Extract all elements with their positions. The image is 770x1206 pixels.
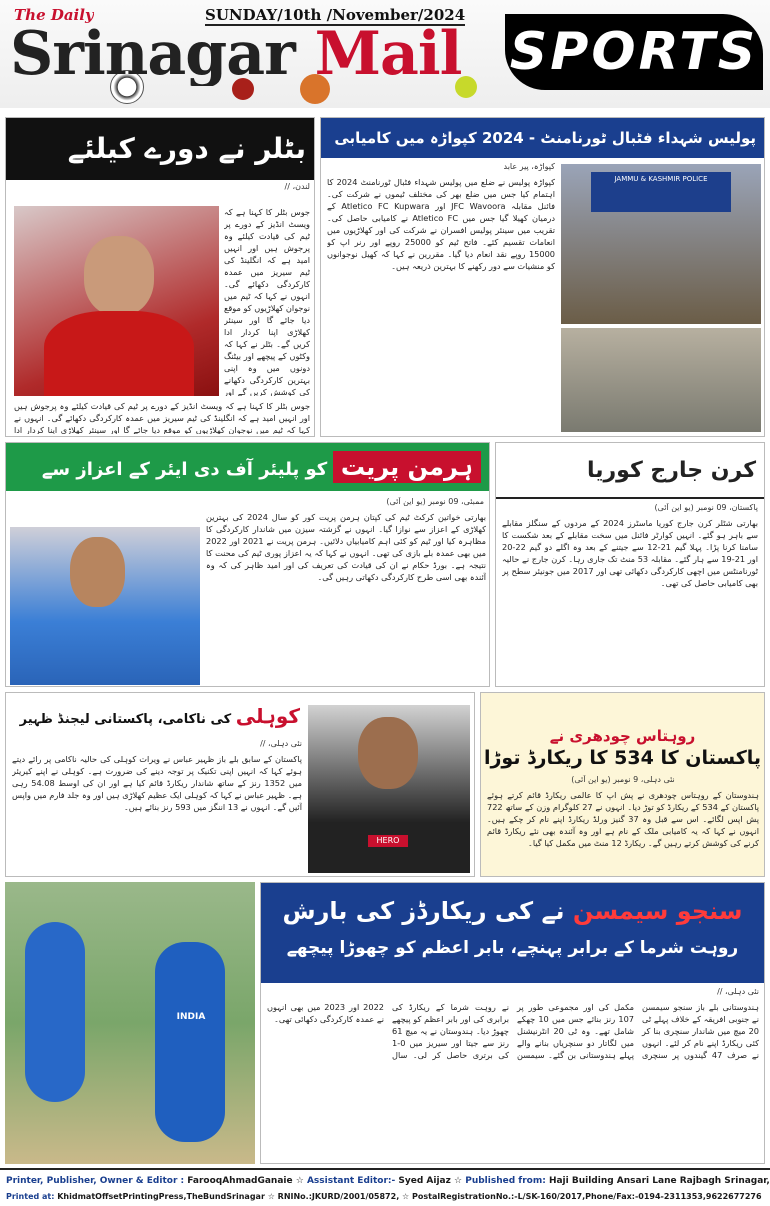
- police-football-dateline: کپواڑہ، پیر عابد: [503, 162, 555, 171]
- rohtas-dateline: نئی دہلی، 9 نومبر (یو این آئی): [571, 775, 675, 784]
- player-head-shape: [84, 236, 154, 316]
- printer-name: FarooqAhmadGanaie: [187, 1176, 293, 1186]
- imprint-footer: [0, 1168, 770, 1206]
- kohli-body: پاکستان کے سابق بلے باز ظہیر عباس نے ویرات کوہلی کی حالیہ ناکامی پر رائے دیتے ہوئے کہا کہ انہیں اپنی تکنیک پر توجہ دینے کی ضرورت ہے۔ کوہلی نے اپنے کیریئر میں 1352 رنز کے ساتھ شاندار ریکارڈ قائم کیا ہے اور ان کی اوسط 54.08 رہی ہے۔ ظہیر عباس نے کہا کہ کوہلی ایک عظیم کھلاڑی ہیں اور وہ جلد فارم میں واپس آئیں گے۔ انہوں نے 13 اننگز میں 593 رنز بنائے ہیں۔: [12, 754, 302, 812]
- star-icon: ☆: [454, 1176, 463, 1186]
- police-award-photo: [561, 164, 761, 324]
- harmanpreet-name: ہرمن پریت: [333, 451, 481, 483]
- assistant-name: Syed Aijaz: [398, 1176, 451, 1186]
- jersey-sponsor: [368, 835, 408, 847]
- article-harmanpreet: [5, 442, 490, 687]
- printer-label: Printer, Publisher, Owner & Editor :: [6, 1176, 185, 1186]
- jersey-label: [163, 1012, 219, 1022]
- samson-body: ہندوستانی بلے باز سنجو سیمسن نے جنوبی افریقہ کے خلاف پہلے ٹی 20 میچ میں شاندار سنچری بنا کر کئی ریکارڈ اپنے نام کر لئے۔ انہوں نے صرف 47 گیندوں پر سنچری مکمل کی اور مجموعی طور پر 107 رنز بنائے جس میں 10 چھکے شامل تھے۔ وہ ٹی 20 انٹرنیشنل میں لگاتار دو سنچریاں بنانے والے پہلے ہندوستانی بن گئے۔ سیمسن نے روہت شرما کے ریکارڈ کی برابری کی اور بابر اعظم کو پیچھے چھوڑ دیا۔ ہندوستان نے یہ میچ 61 رنز سے جیتا اور سیریز میں 0-1 کی برتری حاصل کر لی۔ سال 2022 اور 2023 میں بھی انہوں نے عمدہ کارکردگی دکھائی تھی۔: [267, 1002, 759, 1060]
- rni-number: RNINo.:JKURD/2001/05872,: [277, 1192, 400, 1201]
- tournament-banner: [591, 172, 731, 212]
- postal-registration: PostalRegistrationNo.:-L/SK-160/2017,Phone/Fax:-0194-2311353,9622677276: [412, 1192, 762, 1201]
- harmanpreet-dateline: ممبئی، 09 نومبر (یو این آئی): [386, 497, 484, 506]
- buttler-body: جوس بٹلر کا کہنا ہے کہ ویسٹ انڈیز کے دورے پر ٹیم کی قیادت کیلئے وہ پرجوش ہیں اور انہیں امید ہے کہ انگلینڈ کی ٹیم سیریز میں عمدہ کارکردگی دکھائے گی۔ انہوں نے کہا کہ ٹیم میں نوجوان کھلاڑیوں کو موقع دیا جائے گا اور سینئر کھلاڑی اپنا کردار ادا کریں گے۔ بٹلر نے کہا کہ وکٹوں کے پیچھے اور بیٹنگ دونوں میں وہ اپنی بہترین کارکردگی دکھانے کی کوشش کریں گے اور: [224, 207, 310, 396]
- issue-date: SUNDAY/10th /November/2024: [205, 6, 466, 24]
- karan-headline: کرن جارج کوریا: [496, 443, 764, 499]
- article-karan-jarage: [495, 442, 765, 687]
- samson-headline: [261, 883, 764, 983]
- daily-label: The Daily: [14, 6, 94, 24]
- rohtas-headline-main: پاکستان کا 534 کا ریکارڈ توڑا: [483, 747, 762, 769]
- newspaper-title: [10, 22, 461, 86]
- title-part-1: Srinagar: [10, 22, 295, 86]
- kohli-headline-rest: کی ناکامی، پاکستانی لیجنڈ ظہیر: [19, 712, 232, 727]
- police-football-body: کپواڑہ پولیس نے ضلع میں پولیس شہداء فٹبال ٹورنامنٹ 2024 کا اہتمام کیا جس میں ضلع بھر کی مختلف ٹیموں نے شرکت کی۔ فائنل مقابلہ JFC Wavoora اور Atletico FC Kupwara کے درمیان کھیلا گیا جس میں Atletico FC نے کامیابی حاصل کی۔ تقریب میں سینئر پولیس افسران نے شرکت کی اور کھلاڑیوں میں انعامات تقسیم کئے۔ فاتح ٹیم کو 25000 روپے اور رنر اپ کو 15000 روپے نقد انعام دیا گیا۔ مقررین نے کہا کہ کھیل نوجوانوں کو منشیات سے دور رکھنے کا بہترین ذریعہ ہیں۔: [327, 177, 555, 271]
- karan-dateline: پاکستان، 09 نومبر (یو این آئی): [654, 503, 758, 512]
- harmanpreet-headline-rest: کو پلیئر آف دی ایئر کے اعزاز سے: [41, 459, 328, 480]
- star-icon: ☆: [267, 1192, 275, 1201]
- article-police-football: [320, 117, 765, 437]
- harmanpreet-body: بھارتی خواتین کرکٹ ٹیم کی کپتان ہرمن پریت کور کو سال 2024 کی بہترین کھلاڑی کے اعزاز سے نوازا گیا۔ انہوں نے گزشتہ سیزن میں شاندار کارکردگی کا مظاہرہ کیا اور ٹیم کو کئی اہم کامیابیاں دلائیں۔ ہرمن پریت نے 2021 اور 2022 میں بھی عمدہ بلے بازی کی تھی۔ انہوں نے کہا کہ یہ اعزاز پوری ٹیم کی محنت کا نتیجہ ہے۔ بورڈ حکام نے ان کی قیادت کی تعریف کی اور امید ظاہر کی کہ وہ آئندہ بھی اسی طرح کارکردگی دکھاتی رہیں گی۔: [206, 512, 486, 582]
- harmanpreet-photo: [10, 527, 200, 685]
- rohtas-headline-top: روہتاس چودھری نے: [549, 727, 696, 745]
- samson-headline-line1: [271, 891, 754, 931]
- article-kohli: [5, 692, 475, 877]
- article-samson: [260, 882, 765, 1164]
- published-label: Published from:: [465, 1176, 546, 1186]
- article-buttler: [5, 117, 315, 437]
- buttler-photo: [14, 206, 219, 396]
- player-head-shape: [358, 717, 418, 789]
- banner-text: JAMMU & KASHMIR POLICE: [614, 175, 708, 183]
- sponsor-text: HERO: [376, 836, 400, 845]
- buttler-dateline: لندن، //: [284, 182, 310, 191]
- samson-dateline: نئی دہلی، //: [717, 987, 759, 996]
- published-address: Haji Building Ansari Lane Rajbagh Srinagar,: [548, 1176, 770, 1186]
- article-rohtas: [480, 692, 765, 877]
- star-icon: ☆: [402, 1192, 410, 1201]
- printed-value: KhidmatOffsetPrintingPress,TheBundSrinagar: [57, 1192, 265, 1201]
- police-football-headline: پولیس شہداء فٹبال ٹورنامنٹ - 2024 کپواڑہ میں کامیابی: [321, 118, 764, 158]
- printed-label: Printed at:: [6, 1192, 55, 1201]
- kohli-photo: [308, 705, 470, 873]
- football-team-photo: [561, 328, 761, 432]
- section-label: SPORTS: [509, 22, 759, 82]
- jersey-text: INDIA: [176, 1012, 206, 1022]
- kohli-dateline: نئی دہلی، //: [260, 739, 302, 748]
- samson-subheadline: روہت شرما کے برابر پہنچے، بابر اعظم کو چھوڑا پیچھے: [286, 938, 739, 958]
- footer-line-1: [6, 1174, 770, 1189]
- player-shirt-shape: [44, 311, 194, 396]
- samson-photo: [5, 882, 255, 1164]
- harmanpreet-headline: [6, 443, 489, 491]
- rohtas-body: ہندوستان کے روہتاس چودھری نے پش اپ کا عالمی ریکارڈ قائم کرتے ہوئے پاکستان کے 534 کے ریکارڈ کو توڑ دیا۔ انہوں نے 27 کلوگرام وزن کے ساتھ 722 پش اپس لگائے۔ اس سے قبل وہ 37 گنیز ورلڈ ریکارڈ اپنے نام کر چکے ہیں۔ انہوں نے کہا کہ یہ کامیابی ملک کے نام ہے اور وہ آئندہ بھی نئے ریکارڈ قائم کرنے کی کوشش کرتے رہیں گے۔ ریکارڈ 12 منٹ میں مکمل کیا گیا۔: [487, 790, 759, 848]
- star-icon: ☆: [295, 1176, 304, 1186]
- buttler-body-cont: جوس بٹلر کا کہنا ہے کہ ویسٹ انڈیز کے دورے پر ٹیم کی قیادت کیلئے وہ پرجوش ہیں اور انہیں امید ہے کہ انگلینڈ کی ٹیم سیریز میں عمدہ کارکردگی دکھائے گی۔ انہوں نے کہا کہ ٹیم میں نوجوان کھلاڑیوں کو موقع دیا جائے گا اور سینئر کھلاڑی اپنا کردار ادا: [14, 401, 310, 434]
- player-figure-shape: [25, 922, 85, 1102]
- kohli-headline: [6, 693, 306, 739]
- karan-body: بھارتی شٹلر کرن جارج کوریا ماسٹرز 2024 کے مردوں کے سنگلز مقابلے سے باہر ہو گئے۔ انہیں کوارٹر فائنل میں سخت مقابلے کے بعد شکست کا سامنا کرنا پڑا۔ پہلا گیم 21-12 سے جیتنے کے بعد وہ اگلے دو گیم 22-20 اور 21-19 سے ہار گئے۔ مقابلہ 53 منٹ تک جاری رہا۔ کرن جارج نے حالیہ ٹورنامنٹس میں اچھی کارکردگی دکھائی تھی اور 2017 میں جونیئر سطح پر بھی کامیابی حاصل کی تھی۔: [502, 518, 758, 588]
- footer-line-2: [6, 1189, 764, 1204]
- kohli-name: کوہلی: [235, 704, 300, 728]
- samson-name: سنجو سیمسن: [572, 897, 743, 925]
- samson-headline-rest: نے کی ریکارڈز کی بارش: [282, 897, 565, 925]
- player-figure-shape: [155, 942, 225, 1142]
- sports-section-badge: [505, 14, 763, 90]
- buttler-headline: بٹلر نے دورے کیلئے: [6, 118, 314, 180]
- player-head-shape: [70, 537, 125, 607]
- title-part-2: Mail: [314, 22, 462, 86]
- assistant-label: Assistant Editor:-: [306, 1176, 396, 1186]
